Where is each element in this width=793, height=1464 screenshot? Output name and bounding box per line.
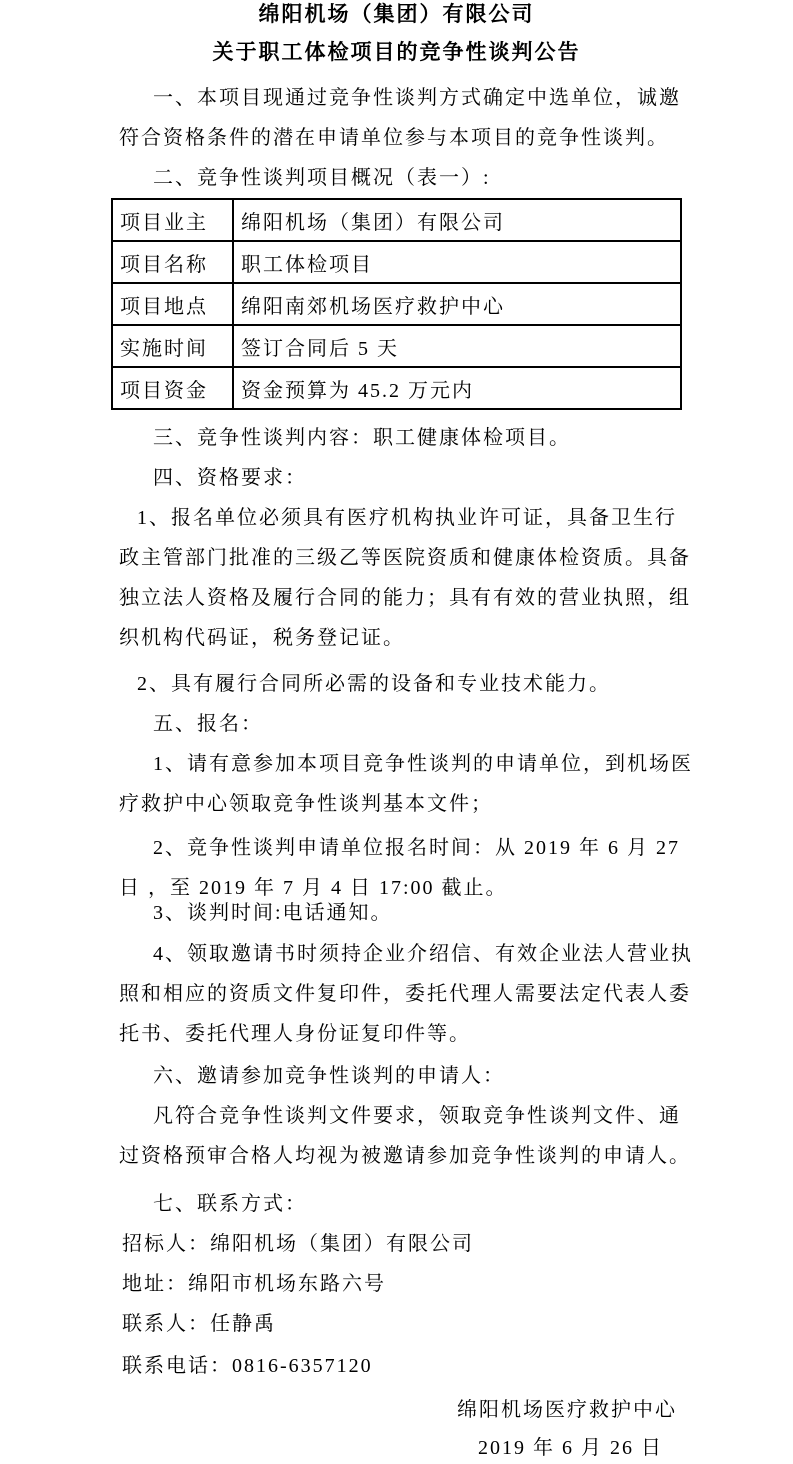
registration-item-2-line-1: 2、竞争性谈判申请单位报名时间：从 2019 年 6 月 27 [153, 837, 680, 859]
table-row-label: 项目业主 [112, 199, 233, 241]
table-row-label: 项目资金 [112, 367, 233, 409]
table-row-value: 绵阳南郊机场医疗救护中心 [233, 283, 681, 325]
signature-date: 2019 年 6 月 26 日 [478, 1437, 663, 1459]
document-subtitle: 关于职工体检项目的竞争性谈判公告 [212, 40, 581, 64]
qualification-item-1-line-4: 织机构代码证，税务登记证。 [119, 627, 405, 649]
invitation-body-line-2: 过资格预审合格人均视为被邀请参加竞争性谈判的申请人。 [119, 1145, 691, 1167]
document-title: 绵阳机场（集团）有限公司 [258, 2, 535, 26]
section-2-heading: 二、竞争性谈判项目概况（表一）: [153, 167, 491, 189]
contact-person: 联系人：任静禹 [122, 1313, 276, 1335]
qualification-item-1-line-3: 独立法人资格及履行合同的能力；具有有效的营业执照，组 [119, 587, 691, 609]
section-6-heading: 六、邀请参加竞争性谈判的申请人： [153, 1065, 505, 1087]
table-row [112, 367, 681, 409]
table-row [112, 241, 681, 283]
table-row-value: 绵阳机场（集团）有限公司 [233, 199, 681, 241]
invitation-body-line-1: 凡符合竞争性谈判文件要求，领取竞争性谈判文件、通 [153, 1105, 681, 1127]
registration-item-4-line-1: 4、领取邀请书时须持企业介绍信、有效企业法人营业执 [153, 943, 693, 965]
table-row [112, 325, 681, 367]
signature-org: 绵阳机场医疗救护中心 [457, 1399, 677, 1421]
table-row [112, 283, 681, 325]
qualification-item-2: 2、具有履行合同所必需的设备和专业技术能力。 [137, 673, 611, 695]
table-row-label: 项目地点 [112, 283, 233, 325]
table-row-label: 项目名称 [112, 241, 233, 283]
table-row-value: 职工体检项目 [233, 241, 681, 283]
section-7-heading: 七、联系方式： [153, 1193, 307, 1215]
qualification-item-1-line-1: 1、报名单位必须具有医疗机构执业许可证，具备卫生行 [137, 507, 677, 529]
table-row-value: 签订合同后 5 天 [233, 325, 681, 367]
contact-bidder: 招标人：绵阳机场（集团）有限公司 [122, 1233, 474, 1255]
section-4-heading: 四、资格要求： [153, 467, 307, 489]
section-3-heading: 三、竞争性谈判内容：职工健康体检项目。 [153, 427, 571, 449]
table-row [112, 199, 681, 241]
project-overview-table [111, 198, 682, 410]
table-row-value: 资金预算为 45.2 万元内 [233, 367, 681, 409]
contact-phone: 联系电话：0816-6357120 [122, 1355, 373, 1377]
registration-item-4-line-3: 托书、委托代理人身份证复印件等。 [119, 1023, 471, 1045]
intro-paragraph-line-1: 一、本项目现通过竞争性谈判方式确定中选单位，诚邀 [153, 87, 681, 109]
contact-address: 地址：绵阳市机场东路六号 [122, 1273, 386, 1295]
registration-item-1-line-2: 疗救护中心领取竞争性谈判基本文件； [119, 793, 493, 815]
registration-item-4-line-2: 照和相应的资质文件复印件，委托代理人需要法定代表人委 [119, 983, 691, 1005]
section-5-heading: 五、报名： [153, 713, 263, 735]
registration-item-3: 3、谈判时间:电话通知。 [153, 902, 393, 924]
registration-item-2-line-2: 日 ，至 2019 年 7 月 4 日 17:00 截止。 [119, 877, 508, 899]
table-row-label: 实施时间 [112, 325, 233, 367]
registration-item-1-line-1: 1、请有意参加本项目竞争性谈判的申请单位，到机场医 [153, 753, 693, 775]
qualification-item-1-line-2: 政主管部门批准的三级乙等医院资质和健康体检资质。具备 [119, 547, 691, 569]
intro-paragraph-line-2: 符合资格条件的潜在申请单位参与本项目的竞争性谈判。 [119, 127, 669, 149]
